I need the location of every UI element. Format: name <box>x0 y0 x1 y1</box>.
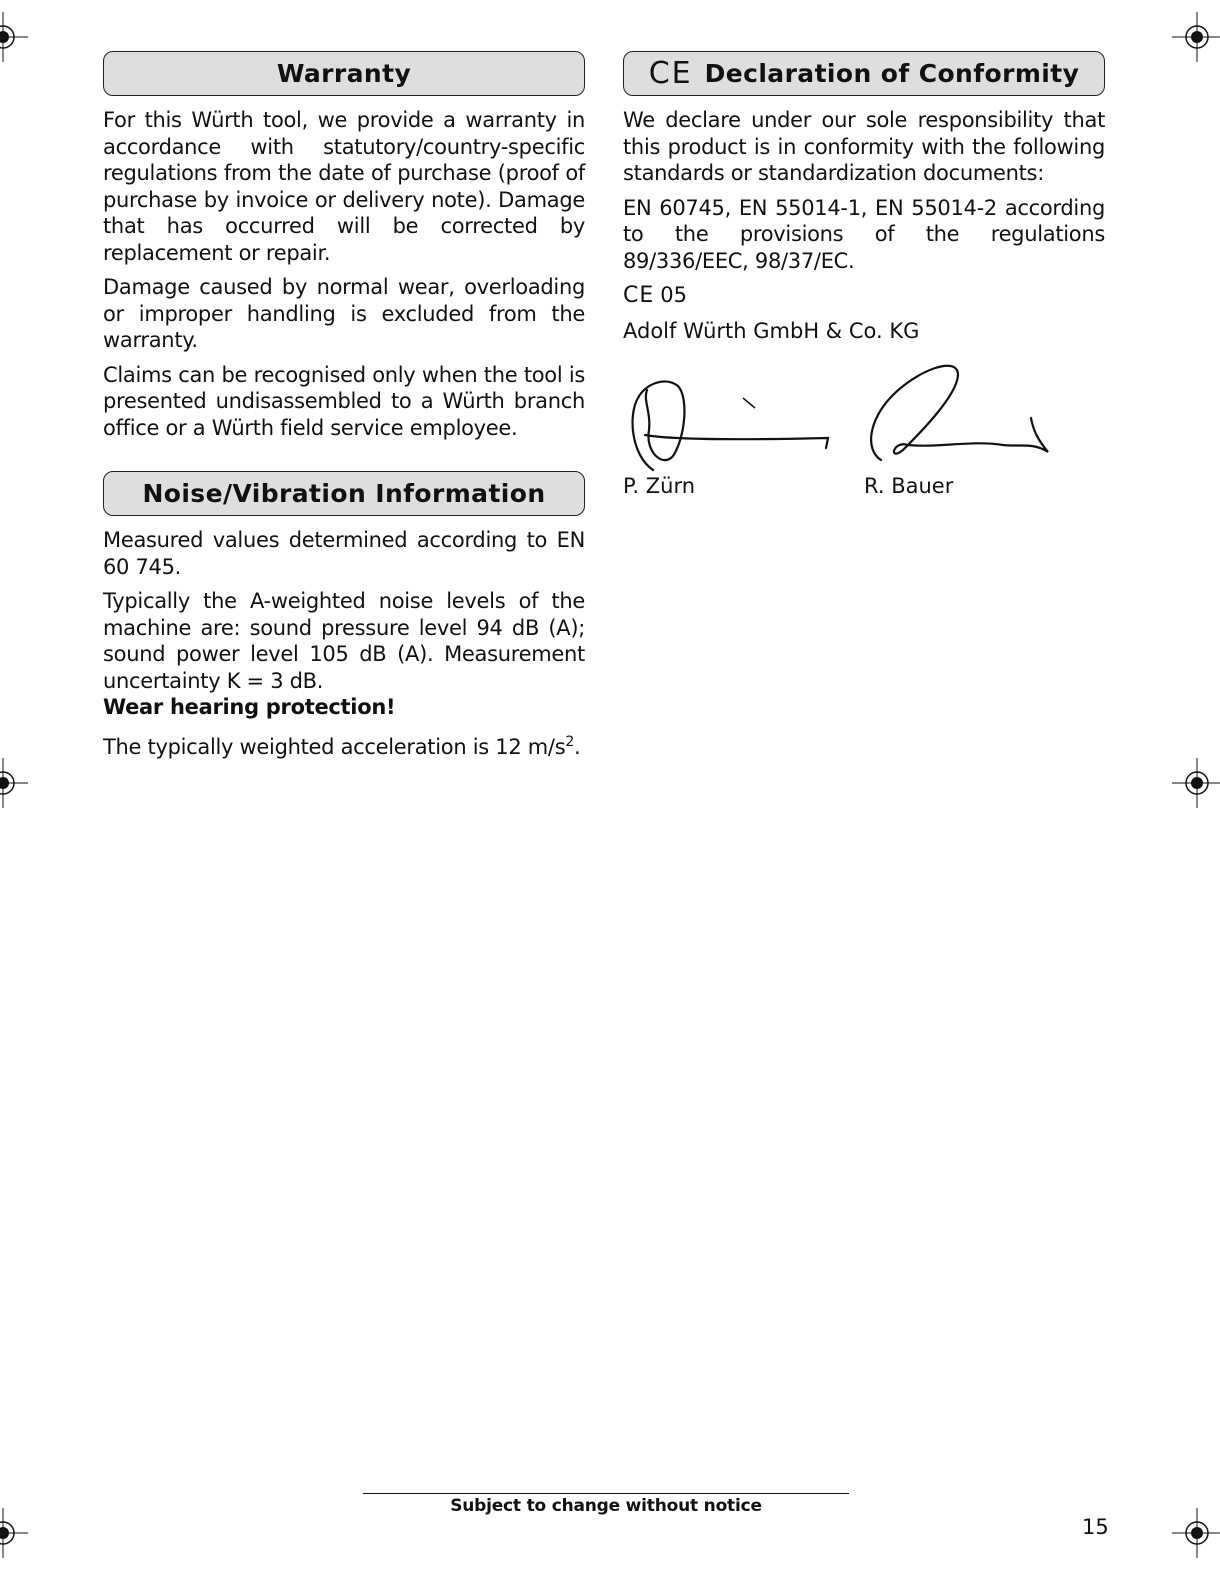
noise-paragraph: Measured values determined according to EN 60 745. <box>103 528 585 579</box>
warranty-paragraph: Claims can be recognised only when the tool is presented undisassembled to a Würth branch office or a Würth field service employee. <box>103 362 585 440</box>
declaration-title: Declaration of Conformity <box>704 59 1080 88</box>
signatures <box>623 360 1105 505</box>
warranty-heading <box>103 51 585 96</box>
noise-heading <box>103 471 585 516</box>
noise-title: Noise/Vibration Information <box>142 479 546 508</box>
declaration-heading <box>623 51 1105 96</box>
ce-mark-icon: CE <box>648 56 693 91</box>
footer-divider <box>363 1493 849 1494</box>
registration-mark-icon <box>0 1508 28 1558</box>
registration-mark-icon <box>0 12 28 62</box>
warranty-paragraph: Damage caused by normal wear, overloading or improper handling is excluded from the warranty. <box>103 275 585 352</box>
company-name: Adolf Würth GmbH & Co. KG <box>623 318 920 343</box>
warranty-title: Warranty <box>276 59 412 88</box>
declaration-standards: EN 60745, EN 55014-1, EN 55014-2 according to the provisions of the regulations 89/336/EEC, 98/37/EC. <box>623 195 1105 273</box>
registration-mark-icon <box>1172 758 1220 808</box>
ce-mark-small-icon: CE <box>623 283 655 308</box>
declaration-paragraph: We declare under our sole responsibility that this product is in conformity with the following standards or standardization documents: <box>623 108 1105 185</box>
noise-warning: Wear hearing protection! <box>103 695 396 719</box>
ce-year-line <box>623 282 1105 310</box>
left-column <box>103 51 585 768</box>
registration-mark-icon <box>0 758 28 808</box>
signatory-name: P. Zürn <box>623 474 696 498</box>
ce-year: 05 <box>660 283 687 307</box>
acceleration-text: The typically weighted acceleration is 12 m/s <box>103 734 566 759</box>
page-number: 15 <box>1082 1515 1109 1539</box>
signature-bauer-icon <box>863 360 1063 475</box>
noise-paragraph: Typically the A-weighted noise levels of the machine are: sound pressure level 94 dB (A); sound power level 105 dB (A). Measurement uncertainty K = 3 dB. <box>103 589 585 693</box>
warranty-paragraph: For this Würth tool, we provide a warranty in accordance with statutory/country-specific regulations from the date of purchase (proof of purchase by invoice or delivery note). Damage that has occurred will be corrected by replacement or repair. <box>103 108 585 265</box>
right-column <box>623 51 1105 352</box>
acceleration-suffix: . <box>573 734 581 759</box>
signatory-name: R. Bauer <box>864 474 954 498</box>
acceleration-sup: 2 <box>565 733 574 750</box>
signature-zurn-icon <box>623 360 843 475</box>
footer-note: Subject to change without notice <box>450 1496 762 1516</box>
noise-acceleration <box>103 729 585 761</box>
registration-mark-icon <box>1172 1508 1220 1558</box>
registration-mark-icon <box>1172 12 1220 62</box>
